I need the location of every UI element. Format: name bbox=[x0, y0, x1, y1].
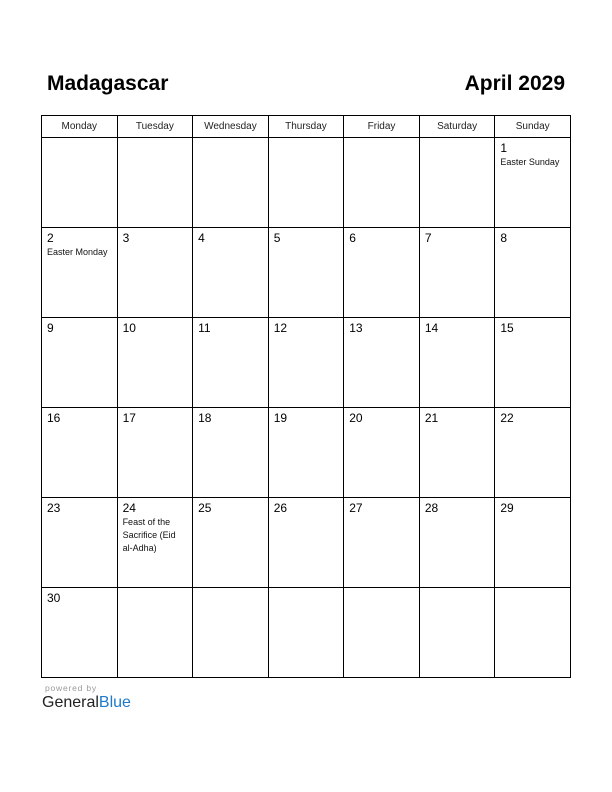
weekday-header: Friday bbox=[344, 116, 420, 138]
day-cell bbox=[419, 408, 495, 498]
day-cell bbox=[193, 228, 269, 318]
day-cell bbox=[117, 318, 193, 408]
weekday-header: Sunday bbox=[495, 116, 571, 138]
day-cell bbox=[495, 138, 571, 228]
brand-blue-text: Blue bbox=[98, 694, 131, 711]
day-cell bbox=[419, 138, 495, 228]
day-cell bbox=[419, 498, 495, 588]
day-cell bbox=[117, 408, 193, 498]
day-number: 15 bbox=[500, 321, 514, 335]
weekday-header: Thursday bbox=[268, 116, 344, 138]
day-number: 22 bbox=[500, 411, 514, 425]
day-cell bbox=[344, 498, 420, 588]
week-row bbox=[42, 138, 571, 228]
brand-general-text: General bbox=[42, 694, 99, 711]
day-number: 18 bbox=[198, 411, 212, 425]
day-cell bbox=[268, 318, 344, 408]
day-number: 30 bbox=[47, 591, 61, 605]
day-cell bbox=[117, 498, 193, 588]
day-cell bbox=[495, 588, 571, 678]
day-number: 8 bbox=[500, 231, 508, 245]
day-number: 5 bbox=[273, 231, 281, 245]
day-cell bbox=[117, 228, 193, 318]
day-number: 7 bbox=[424, 231, 432, 245]
day-cell bbox=[268, 498, 344, 588]
holiday-label: Easter Monday bbox=[47, 247, 108, 257]
day-number: 10 bbox=[122, 321, 136, 335]
calendar-body bbox=[42, 138, 571, 678]
day-cell bbox=[344, 318, 420, 408]
day-cell bbox=[117, 138, 193, 228]
day-number: 24 bbox=[122, 501, 136, 515]
day-number: 16 bbox=[47, 411, 61, 425]
day-cell bbox=[268, 228, 344, 318]
day-cell bbox=[42, 498, 118, 588]
day-number: 12 bbox=[273, 321, 288, 335]
day-number: 21 bbox=[424, 411, 439, 425]
day-number: 26 bbox=[273, 501, 288, 515]
day-number: 13 bbox=[349, 321, 363, 335]
country-title: Madagascar bbox=[47, 72, 169, 95]
day-cell bbox=[495, 228, 571, 318]
day-cell bbox=[495, 498, 571, 588]
day-cell bbox=[268, 138, 344, 228]
day-cell bbox=[117, 588, 193, 678]
day-number: 23 bbox=[47, 501, 61, 515]
day-cell bbox=[344, 588, 420, 678]
day-number: 3 bbox=[122, 231, 130, 245]
weekday-header: Saturday bbox=[419, 116, 495, 138]
day-cell bbox=[495, 318, 571, 408]
week-row bbox=[42, 318, 571, 408]
holiday-label: Feast of the Sacrifice (Eid al-Adha) bbox=[122, 517, 176, 553]
day-number: 20 bbox=[349, 411, 363, 425]
day-number: 1 bbox=[500, 141, 508, 155]
day-cell bbox=[419, 228, 495, 318]
day-number: 17 bbox=[122, 411, 136, 425]
brand-logo[interactable] bbox=[42, 694, 131, 712]
day-cell bbox=[42, 138, 118, 228]
day-cell bbox=[344, 408, 420, 498]
day-cell bbox=[42, 588, 118, 678]
day-cell bbox=[42, 408, 118, 498]
week-row bbox=[42, 408, 571, 498]
weekday-header: Wednesday bbox=[193, 116, 269, 138]
day-number: 25 bbox=[198, 501, 212, 515]
day-number: 6 bbox=[349, 231, 356, 245]
day-cell bbox=[42, 228, 118, 318]
day-cell bbox=[42, 318, 118, 408]
powered-by-text: powered by bbox=[45, 683, 97, 693]
day-number: 14 bbox=[424, 321, 439, 335]
day-cell bbox=[193, 408, 269, 498]
calendar-grid bbox=[41, 115, 571, 678]
day-number: 11 bbox=[198, 321, 211, 335]
week-row bbox=[42, 498, 571, 588]
day-cell bbox=[193, 138, 269, 228]
week-row bbox=[42, 588, 571, 678]
day-cell bbox=[344, 138, 420, 228]
day-cell bbox=[193, 498, 269, 588]
day-cell bbox=[268, 588, 344, 678]
day-number: 28 bbox=[424, 501, 439, 515]
day-number: 27 bbox=[349, 501, 363, 515]
week-row bbox=[42, 228, 571, 318]
day-cell bbox=[193, 318, 269, 408]
day-cell bbox=[419, 588, 495, 678]
weekday-header-row bbox=[42, 116, 571, 138]
day-number: 2 bbox=[47, 231, 54, 245]
day-cell bbox=[193, 588, 269, 678]
day-number: 9 bbox=[47, 321, 54, 335]
day-cell bbox=[344, 228, 420, 318]
weekday-header: Monday bbox=[42, 116, 118, 138]
day-cell bbox=[495, 408, 571, 498]
holiday-label: Easter Sunday bbox=[500, 157, 560, 167]
day-cell bbox=[419, 318, 495, 408]
day-number: 19 bbox=[273, 411, 288, 425]
day-cell bbox=[268, 408, 344, 498]
day-number: 29 bbox=[500, 501, 514, 515]
month-year-title: April 2029 bbox=[464, 72, 565, 95]
weekday-header: Tuesday bbox=[117, 116, 193, 138]
day-number: 4 bbox=[198, 231, 205, 245]
